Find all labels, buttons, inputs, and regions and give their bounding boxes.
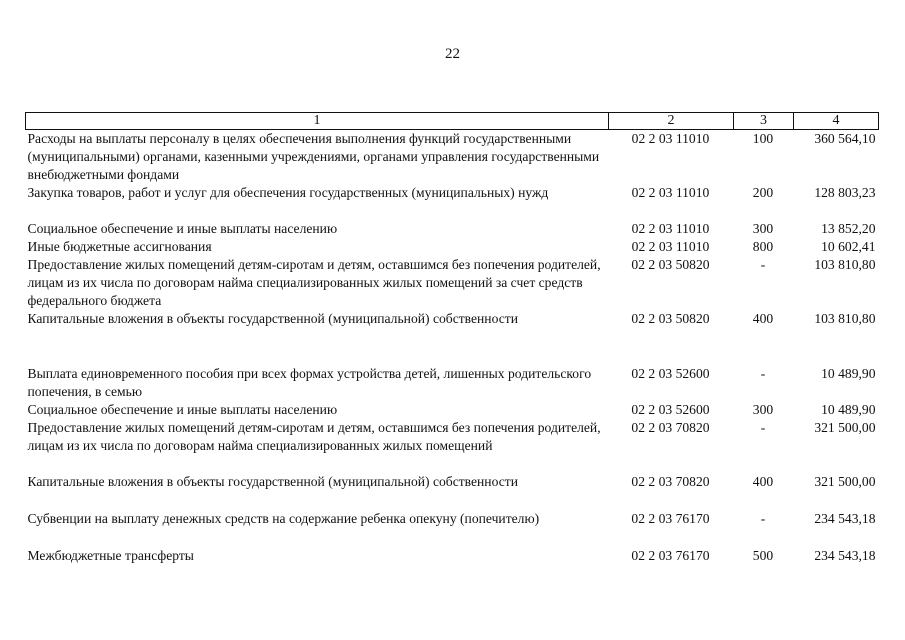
- table-row: [26, 130, 879, 185]
- row-name: Выплата единовременного пособия при всех формах устройства детей, лишенных родительского попечения, в семью: [27, 366, 592, 399]
- table-row: [26, 510, 879, 547]
- table-row: [26, 401, 879, 419]
- budget-table: [25, 112, 879, 565]
- row-code: 02 2 03 70820: [631, 474, 710, 489]
- row-name: Расходы на выплаты персоналу в целях обеспечения выполнения функций государственными (муниципальными) органами, казенными учреждениями, органами управления государственными внебюджетными фондами: [27, 131, 600, 182]
- row-amount: 321 500,00: [814, 474, 876, 489]
- row-name: Предоставление жилых помещений детям-сиротам и детям, оставшимся без попечения родителей, лицам из их числа по договорам найма специализированных жилых помещений: [27, 420, 601, 453]
- row-type: 300: [752, 221, 774, 236]
- row-name: Иные бюджетные ассигнования: [27, 239, 212, 254]
- row-code: 02 2 03 50820: [631, 257, 710, 272]
- row-code: 02 2 03 52600: [631, 366, 710, 381]
- column-header-2: 2: [609, 113, 734, 130]
- page-number: 22: [445, 46, 460, 62]
- table-row: [26, 310, 879, 365]
- row-amount: 103 810,80: [814, 257, 876, 272]
- row-amount: 13 852,20: [821, 221, 876, 236]
- table-row: [26, 238, 879, 256]
- row-type: -: [760, 257, 766, 272]
- table-row: [26, 419, 879, 473]
- row-code: 02 2 03 70820: [631, 420, 710, 435]
- row-amount: 103 810,80: [814, 311, 876, 326]
- row-amount: 234 543,18: [814, 548, 876, 563]
- row-type: -: [760, 511, 766, 526]
- row-name: Закупка товаров, работ и услуг для обеспечения государственных (муниципальных) нужд: [27, 185, 549, 200]
- row-code: 02 2 03 52600: [631, 402, 710, 417]
- row-name: Субвенции на выплату денежных средств на содержание ребенка опекуну (попечителю): [27, 511, 540, 526]
- row-amount: 10 489,90: [821, 402, 876, 417]
- row-type: 200: [752, 185, 774, 200]
- row-name: Межбюджетные трансферты: [27, 548, 194, 563]
- row-type: 800: [752, 239, 774, 254]
- row-name: Капитальные вложения в объекты государственной (муниципальной) собственности: [27, 311, 518, 326]
- row-amount: 234 543,18: [814, 511, 876, 526]
- table-row: [26, 184, 879, 220]
- row-type: 300: [752, 402, 774, 417]
- row-code: 02 2 03 76170: [631, 548, 710, 563]
- table-row: [26, 220, 879, 238]
- row-type: -: [760, 420, 766, 435]
- row-name: Предоставление жилых помещений детям-сиротам и детям, оставшимся без попечения родителей, лицам из их числа по договорам найма специализированных жилых помещений за счет средств федерального бюджета: [27, 257, 601, 308]
- row-type: 400: [752, 311, 774, 326]
- row-code: 02 2 03 11010: [631, 239, 710, 254]
- row-type: 500: [752, 548, 774, 563]
- row-code: 02 2 03 76170: [631, 511, 710, 526]
- column-header-1: 1: [26, 113, 609, 130]
- table-row: [26, 365, 879, 401]
- row-code: 02 2 03 50820: [631, 311, 710, 326]
- table-header-row: [26, 113, 879, 130]
- row-type: 100: [752, 131, 774, 146]
- table-row: [26, 547, 879, 565]
- row-type: 400: [752, 474, 774, 489]
- row-code: 02 2 03 11010: [631, 221, 710, 236]
- table-row: [26, 473, 879, 510]
- row-amount: 128 803,23: [814, 185, 876, 200]
- row-type: -: [760, 366, 766, 381]
- row-amount: 10 489,90: [821, 366, 876, 381]
- row-code: 02 2 03 11010: [631, 185, 710, 200]
- column-header-4: 4: [794, 113, 879, 130]
- row-amount: 10 602,41: [821, 239, 876, 254]
- row-name: Социальное обеспечение и иные выплаты населению: [27, 221, 338, 236]
- row-amount: 360 564,10: [814, 131, 876, 146]
- row-code: 02 2 03 11010: [631, 131, 710, 146]
- column-header-3: 3: [734, 113, 794, 130]
- table-row: [26, 256, 879, 310]
- row-amount: 321 500,00: [814, 420, 876, 435]
- row-name: Капитальные вложения в объекты государственной (муниципальной) собственности: [27, 474, 518, 489]
- row-name: Социальное обеспечение и иные выплаты населению: [27, 402, 338, 417]
